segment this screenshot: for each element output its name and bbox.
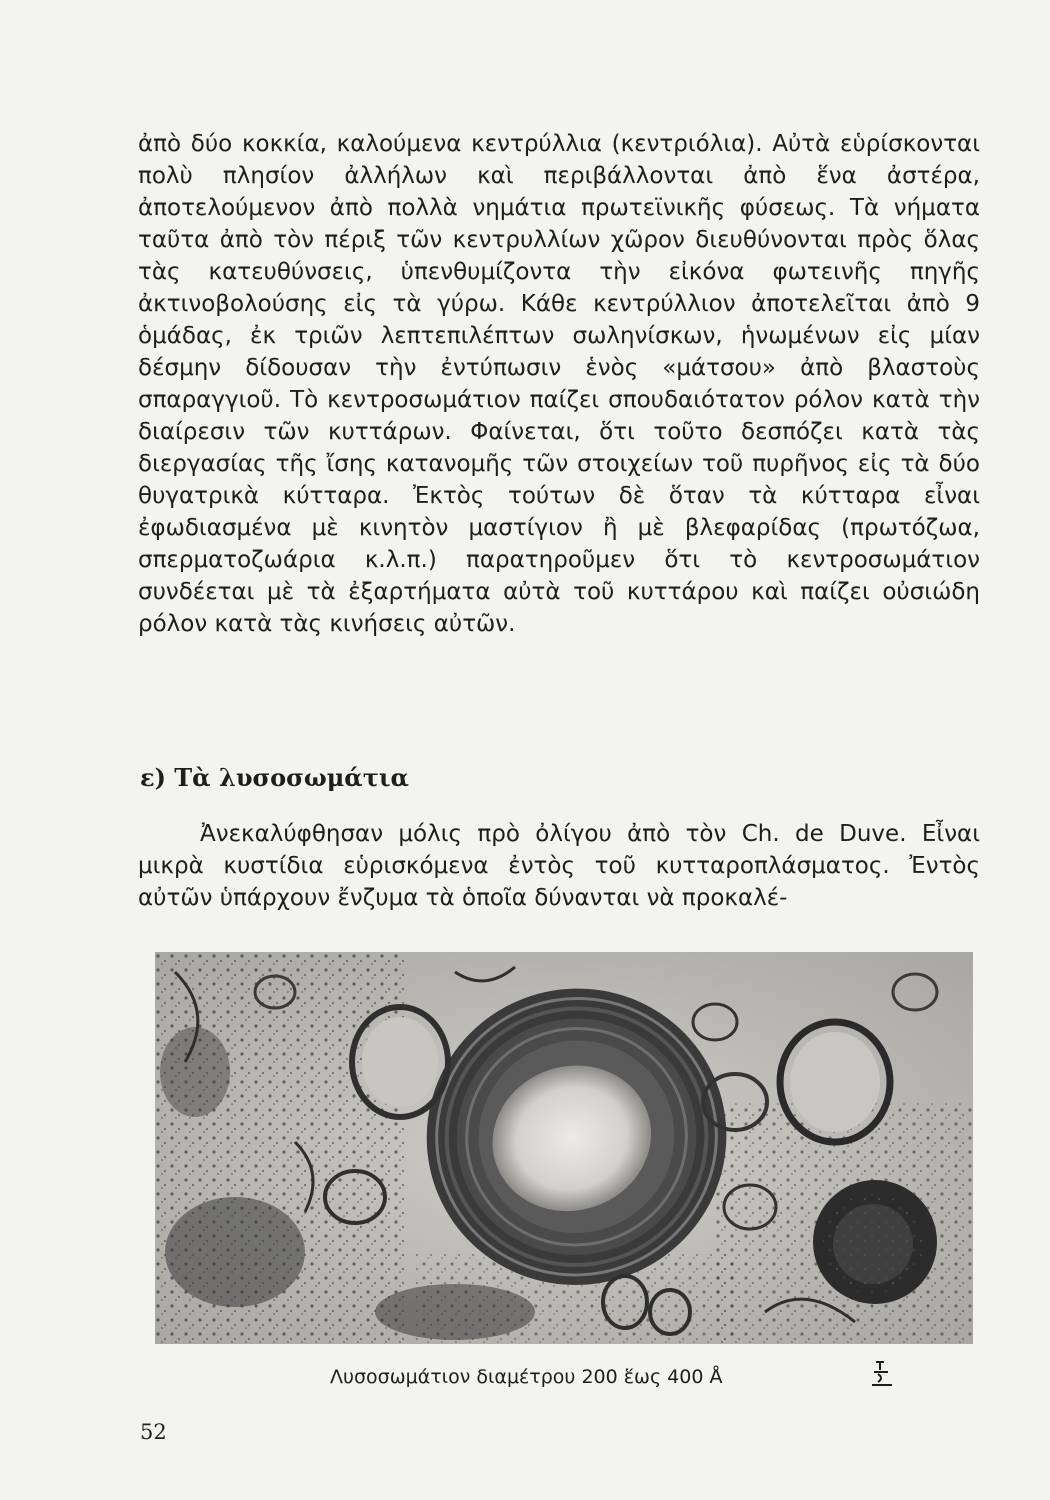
- section-heading-lysosomes: ε) Τὰ λυσοσωμάτια: [140, 763, 409, 792]
- micrograph-lysosome-image: [155, 952, 973, 1344]
- body-paragraph-centrioles: ἀπὸ δύο κοκκία, καλούμενα κεντρύλλια (κεντριόλια). Αὐτὰ εὑρίσκονται πολὺ πλησίον ἀλλήλων καὶ περιβάλλονται ἀπὸ ἕνα ἀστέρα, ἀποτελούμενον ἀπὸ πολλὰ νημάτια πρωτεϊνικῆς φύσεως. Τὰ νήματα ταῦτα ἀπὸ τὸν πέριξ τῶν κεντρυλλίων χῶρον διευθύνονται πρὸς ὅλας τὰς κατευθύνσεις, ὑπενθυμίζοντα τὴν εἰκόνα φωτεινῆς πηγῆς ἀκτινοβολούσης εἰς τὰ γύρω. Κάθε κεντρύλλιον ἀποτελεῖται ἀπὸ 9 ὁμάδας, ἐκ τριῶν λεπτεπιλέπτων σωληνίσκων, ἡνωμένων εἰς μίαν δέσμην δίδουσαν τὴν ἐντύπωσιν ἑνὸς «μάτσου» ἀπὸ βλαστοὺς σπαραγγιοῦ. Τὸ κεντροσωμάτιον παίζει σπουδαιότατον ρόλον κατὰ τὴν διαίρεσιν τῶν κυττάρων. Φαίνεται, ὅτι τοῦτο δεσπόζει κατὰ τὰς διεργασίας τῆς ἴσης κατανομῆς τῶν στοιχείων τοῦ πυρῆνος εἰς τὰ δύο θυγατρικὰ κύτταρα. Ἐκτὸς τούτων δὲ ὅταν τὰ κύτταρα εἶναι ἐφωδιασμένα μὲ κινητὸν μαστίγιον ἢ μὲ βλεφαρίδας (πρωτόζωα, σπερματοζωάρια κ.λ.π.) παρατηροῦμεν ὅτι τὸ κεντροσωμάτιον συνδέεται μὲ τὰ ἐξαρτήματα αὐτὰ τοῦ κυττάρου καὶ παίζει οὐσιώδη ρόλον κατὰ τὰς κινήσεις αὐτῶν.: [138, 131, 980, 637]
- figure-caption: Λυσοσωμάτιον διαμέτρου 200 ἕως 400 Å: [330, 1366, 723, 1388]
- scale-mark-icon: [870, 1358, 894, 1388]
- micrograph-figure: [155, 952, 973, 1344]
- body-paragraph-lysosomes: Ἀνεκαλύφθησαν μόλις πρὸ ὀλίγου ἀπὸ τὸν Ch. de Duve. Εἶναι μικρὰ κυστίδια εὑρισκόμενα ἐντὸς τοῦ κυτταροπλάσματος. Ἐντὸς αὐτῶν ὑπάρχουν ἔνζυμα τὰ ὁποῖα δύνανται νὰ προκαλέ-: [138, 821, 980, 911]
- page-number: 52: [140, 1420, 167, 1444]
